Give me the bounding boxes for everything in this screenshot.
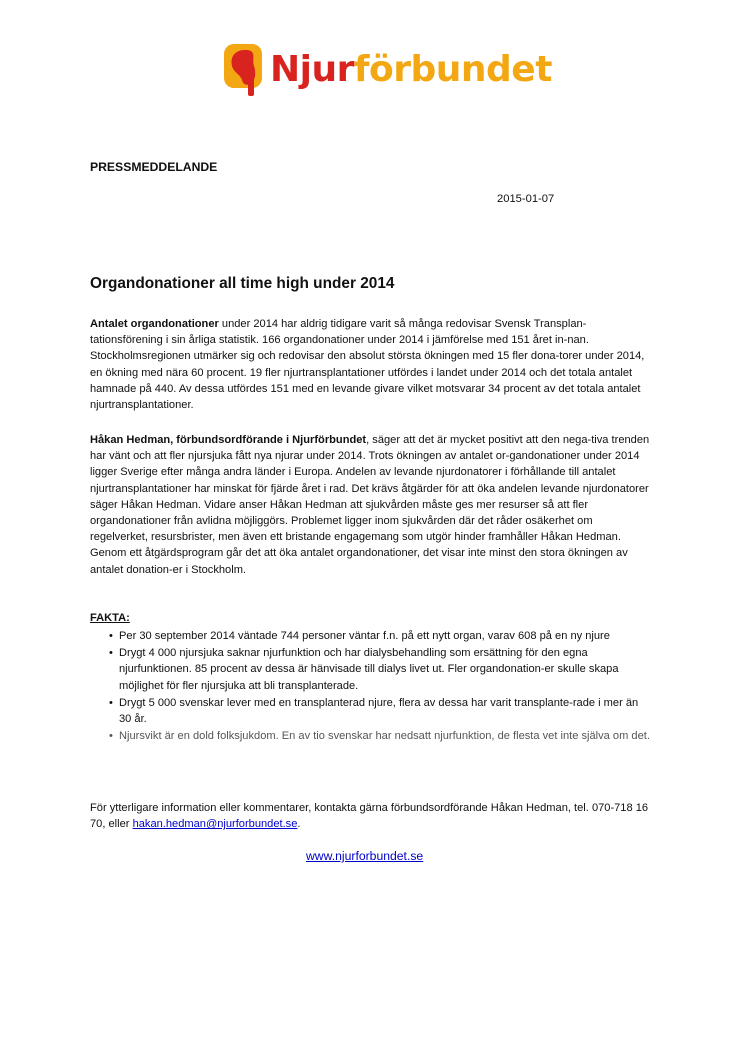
- page-title: Organdonationer all time high under 2014: [90, 275, 395, 292]
- paragraph-quote-lead: Håkan Hedman, förbundsordförande i Njurförbundet: [90, 434, 367, 446]
- fakta-item: [90, 728, 652, 744]
- paragraph-statistics-lead: Antalet organdonationer: [90, 318, 219, 330]
- contact-text: För ytterligare information eller kommentarer, kontakta gärna förbundsordförande Håkan Hedman, tel. 070-718 16 70, eller: [90, 802, 649, 831]
- contact-end: .: [297, 818, 301, 831]
- fakta-item: [90, 645, 652, 694]
- bullet-icon: •: [109, 630, 113, 642]
- bullet-icon: •: [109, 696, 113, 709]
- document-label: PRESSMEDDELANDE: [90, 160, 218, 174]
- fakta-item: [90, 628, 652, 644]
- brand-name: [270, 49, 552, 90]
- website-link[interactable]: www.njurforbundet.se: [306, 849, 424, 863]
- fakta-item: [90, 695, 652, 727]
- fakta-item-text: Drygt 4 000 njursjuka saknar njurfunktion och har dialysbehandling som ersättning för den egna njurfunktionen. 85 procent av dessa är hänvisade till dialys livet ut. Fler organdonation-er skulle skapa möjlighet för fler njursjuka att bli transplanterade.: [119, 647, 619, 692]
- paragraph-statistics-body: under 2014 har aldrig tidigare varit så många redovisar Svensk Transplan-tationsförening i sin årliga statistik. 166 organdonationer under 2014 i jämförelse med 151 året in-nan. Stockholmsregionen utmärker sig och redovisar den absolut största ökningen med 15 fler dona-torer under 2014, en ökning med nära 60 procent. 19 fler njurtransplantationer utfördes i landet under 2014 och det totala antalet hamnade på 440. Av dessa utfördes 151 med en levande givare vilket motsvarar 34 procent av det totala antalet njurtransplantationer.: [90, 318, 645, 412]
- fakta-item-text: Drygt 5 000 svenskar lever med en transplanterad njure, flera av dessa har varit transplante-rade i mer än 30 år.: [119, 696, 639, 726]
- email-link[interactable]: hakan.hedman@njurforbundet.se: [132, 818, 298, 831]
- paragraph-statistics: [90, 316, 652, 413]
- fakta-item-text: Njursvikt är en dold folksjukdom. En av tio svenskar har nedsatt njurfunktion, de flesta vet inte själva om det.: [119, 730, 650, 743]
- bullet-icon: •: [109, 730, 113, 743]
- paragraph-quote-body: , säger att det är mycket positivt att den nega-tiva trenden har vänt och att fler njursjuka fått nya njurar under 2014. Trots ökningen av antalet or-gandonationer under 2014 ligger Sverige efter många andra länder i Europa. Andelen av levande njurdonatorer i förhållande till antalet njurtransplantationer har minskat för fjärde året i rad. Det krävs åtgärder för att öka andelen levande njurdonatorer säger Håkan Hedman. Vidare anser Håkan Hedman att sjukvården måste ges mer resurser så att fler organdonationer från avlidna möjliggörs. Problemet ligger inom sjukvården där det råder osäkerhet om regelverket, resursbrister, men även ett bristande engagemang som utgör hinder framhåller Håkan Hedman. Genom ett åtgärdsprogram går det att öka antalet organdonationer, det visar inte minst den stora ökningen av antalet donation-er i Stockholm.: [90, 434, 650, 576]
- bullet-icon: •: [109, 647, 113, 660]
- fakta-item-text: Per 30 september 2014 väntade 744 personer väntar f.n. på ett nytt organ, varav 608 på en ny njure: [119, 630, 610, 642]
- njurforbundet-logo: [224, 42, 552, 98]
- paragraph-quote: [90, 432, 652, 578]
- fakta-heading: FAKTA:: [90, 612, 130, 624]
- document-date: 2015-01-07: [497, 193, 555, 205]
- kidney-icon: [224, 44, 264, 96]
- fakta-list: [90, 628, 652, 745]
- brand-name-njur: Njur: [270, 49, 354, 90]
- contact-info: [90, 800, 662, 833]
- brand-name-forbundet: förbundet: [353, 49, 552, 90]
